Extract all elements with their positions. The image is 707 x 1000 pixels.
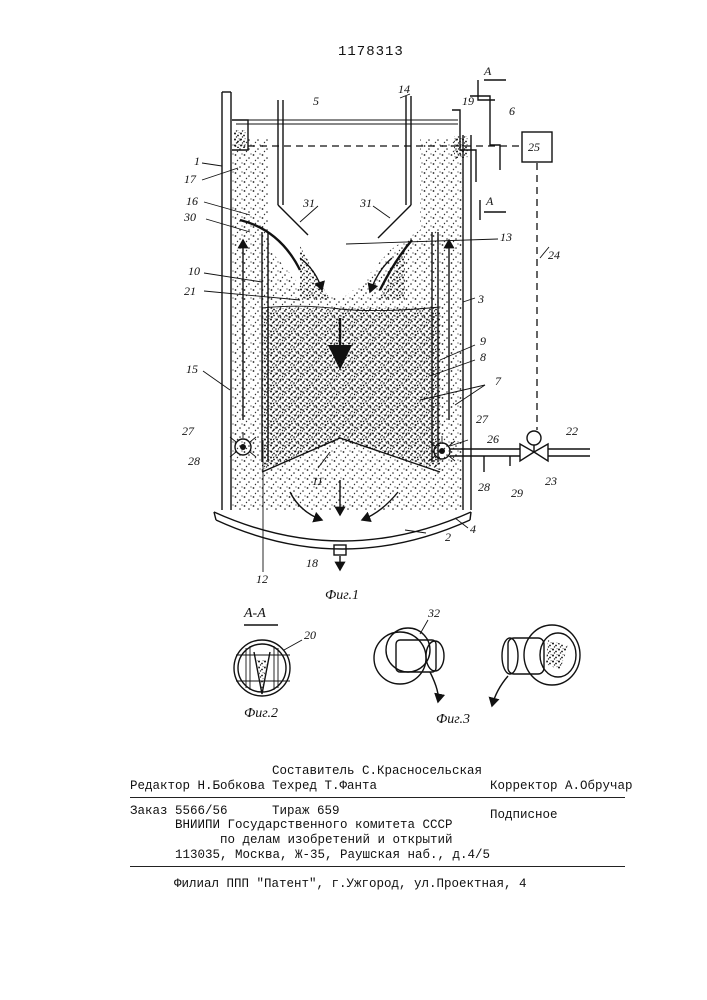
section-mark-top: А: [484, 64, 492, 78]
order-line: Заказ 5566/56: [130, 804, 228, 818]
label-31-right: 31: [360, 196, 372, 210]
label-28-right: 28: [478, 480, 490, 494]
label-27-right: 27: [476, 412, 488, 426]
label-15: 15: [186, 362, 198, 376]
label-16: 16: [186, 194, 198, 208]
label-31-left: 31: [303, 196, 315, 210]
figure-1-caption: Фиг.1: [325, 588, 360, 603]
figure-3-caption: Фиг.3: [436, 712, 471, 727]
branch-line: Филиал ППП "Патент", г.Ужгород, ул.Проектная, 4: [174, 877, 527, 891]
label-1: 1: [194, 154, 200, 168]
label-5: 5: [313, 94, 319, 108]
label-22: 22: [566, 424, 578, 438]
label-26: 26: [487, 432, 499, 446]
label-25: 25: [528, 140, 540, 154]
label-29: 29: [511, 486, 523, 500]
label-28-left: 28: [188, 454, 200, 468]
org-line-1: ВНИИПИ Государственного комитета СССР: [175, 818, 453, 832]
techred-line: Техред Т.Фанта: [272, 779, 378, 793]
label-17: 17: [184, 172, 196, 186]
label-4: 4: [470, 522, 476, 536]
label-10: 10: [188, 264, 200, 278]
label-21: 21: [184, 284, 196, 298]
label-9: 9: [480, 334, 486, 348]
label-20: 20: [304, 628, 316, 642]
figure-2-caption: Фиг.2: [244, 706, 279, 721]
gutter-assembly: [452, 80, 552, 430]
circulation-line: Тираж 659: [272, 804, 340, 818]
label-12: 12: [256, 572, 268, 586]
editor-line: Редактор Н.Бобкова: [130, 779, 266, 793]
patent-number: 1178313: [338, 44, 404, 60]
label-14: 14: [398, 82, 410, 96]
label-3: 3: [478, 292, 484, 306]
label-27-left: 27: [182, 424, 194, 438]
label-11: 11: [312, 474, 324, 488]
address-line: 113035, Москва, Ж-35, Раушская наб., д.4/5: [175, 848, 491, 862]
compiler-line: Составитель С.Красносельская: [272, 764, 483, 778]
label-2: 2: [445, 530, 451, 544]
label-8: 8: [480, 350, 486, 364]
footer-rule-top: [130, 797, 625, 798]
label-19: 19: [462, 94, 474, 108]
figure-2-drawing: [234, 625, 302, 696]
label-23: 23: [545, 474, 557, 488]
section-mark-bottom: А: [486, 194, 494, 208]
label-18: 18: [306, 556, 318, 570]
footer-rule-bottom: [130, 866, 625, 867]
figure-3-drawing: [374, 620, 580, 706]
label-6: 6: [509, 104, 515, 118]
label-7: 7: [495, 374, 501, 388]
label-24: 24: [548, 248, 560, 262]
granular-bed: [232, 138, 462, 510]
corrector-line: Корректор А.Обручар: [490, 779, 633, 793]
org-line-2: по делам изобретений и открытий: [220, 833, 453, 847]
label-32: 32: [428, 606, 440, 620]
label-13: 13: [500, 230, 512, 244]
subscription-line: Подписное: [490, 808, 558, 822]
label-30: 30: [184, 210, 196, 224]
figure-2-section-title: А-А: [244, 606, 266, 621]
